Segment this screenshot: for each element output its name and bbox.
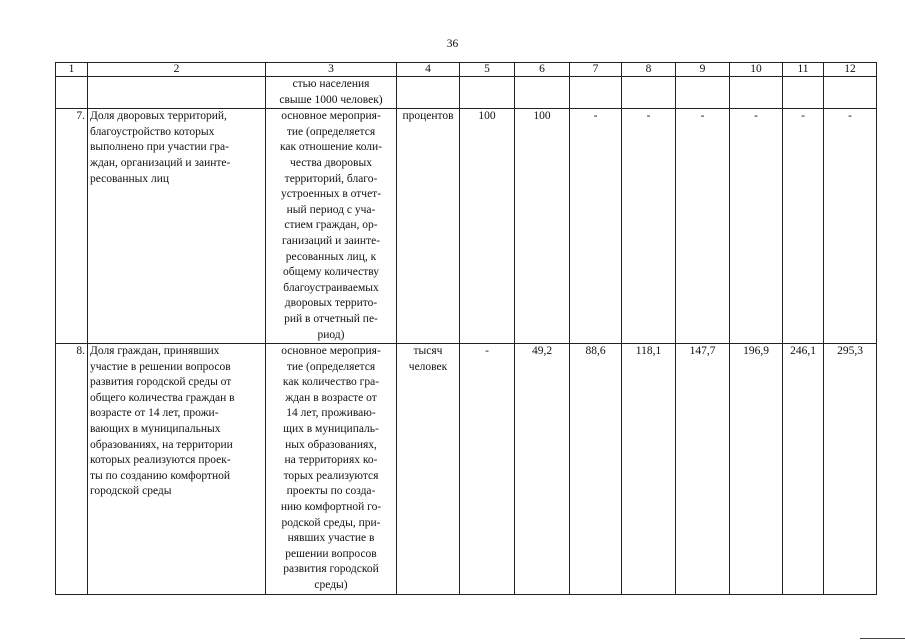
- text-line: 14 лет, проживаю-: [286, 407, 376, 420]
- header-cell: 6: [515, 63, 570, 77]
- header-cell: 7: [570, 63, 622, 77]
- text-line: ных образованиях,: [285, 438, 377, 451]
- value-cell: 295,3: [824, 344, 877, 595]
- row-number: 8.: [56, 344, 88, 595]
- text-line: на территориях ко-: [284, 454, 378, 467]
- indicators-table: [55, 62, 877, 595]
- value-cell: -: [730, 109, 783, 344]
- text-line: чества дворовых: [290, 156, 372, 169]
- text-line: городской среды: [90, 485, 172, 498]
- text-line: тие (определяется: [286, 360, 376, 373]
- header-cell: 12: [824, 63, 877, 77]
- header-row: [56, 63, 877, 77]
- value-cell: 118,1: [622, 344, 676, 595]
- value-cell: -: [676, 109, 730, 344]
- text-line: территорий, благо-: [284, 172, 378, 185]
- text-line: общего количества граждан в: [90, 391, 235, 404]
- unit-cell: [397, 109, 460, 344]
- row-number: 7.: [56, 109, 88, 344]
- text-line: решении вопросов: [285, 547, 377, 560]
- text-line: ный период с уча-: [286, 203, 376, 216]
- text-line: свыше 1000 человек): [279, 93, 383, 106]
- value-cell: 246,1: [783, 344, 824, 595]
- value-cell: 49,2: [515, 344, 570, 595]
- text-line: образованиях, на территории: [90, 438, 233, 451]
- text-line: родской среды, при-: [281, 516, 381, 529]
- value-cell: 88,6: [570, 344, 622, 595]
- text-line: дворовых террито-: [284, 297, 378, 310]
- text-line: развития городской: [283, 563, 379, 576]
- corner-rule: [860, 638, 905, 639]
- text-line: ждан в возрасте от: [285, 391, 377, 404]
- value-cell: -: [824, 109, 877, 344]
- method-cell: [266, 109, 397, 344]
- continuation-method-cell: [266, 77, 397, 109]
- header-cell: 3: [266, 63, 397, 77]
- page-number: 36: [446, 38, 459, 50]
- value-cell: 100: [460, 109, 515, 344]
- text-line: рий в отчетный пе-: [284, 312, 378, 325]
- continuation-row: [56, 77, 877, 109]
- text-line: нявших участие в: [287, 532, 375, 545]
- text-line: стью населения: [292, 78, 370, 90]
- text-line: благоустраиваемых: [283, 281, 379, 294]
- table-row-8: [56, 344, 877, 595]
- method-cell: [266, 344, 397, 595]
- value-cell: 100: [515, 109, 570, 344]
- header-cell: 11: [783, 63, 824, 77]
- header-cell: 2: [88, 63, 266, 77]
- text-line: участие в решении вопросов: [90, 360, 231, 373]
- text-line: процентов: [402, 110, 454, 123]
- text-line: благоустройство которых: [90, 125, 215, 138]
- text-line: выполнено при участии гра-: [90, 141, 229, 154]
- value-cell: 196,9: [730, 344, 783, 595]
- value-cell: -: [622, 109, 676, 344]
- header-cell: 4: [397, 63, 460, 77]
- text-line: ресованных лиц: [90, 172, 170, 185]
- text-line: ты по созданию комфортной: [90, 469, 231, 482]
- text-line: которых реализуются проек-: [90, 454, 231, 467]
- header-cell: 9: [676, 63, 730, 77]
- value-cell: -: [783, 109, 824, 344]
- text-line: нию комфортной го-: [280, 501, 382, 514]
- indicator-name-cell: [88, 109, 266, 344]
- text-line: устроенных в отчет-: [280, 188, 382, 201]
- text-line: ресованных лиц, к: [285, 250, 377, 263]
- header-cell: 5: [460, 63, 515, 77]
- text-line: вающих в муниципальных: [90, 423, 221, 436]
- table-row-7: [56, 109, 877, 344]
- text-line: возрасте от 14 лет, прожи-: [90, 407, 219, 420]
- text-line: как количество гра-: [282, 376, 380, 389]
- text-line: тысяч: [413, 345, 443, 358]
- text-line: торых реализуются: [283, 469, 379, 482]
- text-line: основное мероприя-: [281, 345, 381, 358]
- text-line: Доля граждан, принявших: [90, 345, 220, 358]
- table-body: [56, 63, 877, 595]
- unit-cell: [397, 344, 460, 595]
- text-line: человек: [408, 360, 448, 373]
- text-line: ганизаций и заинте-: [281, 234, 381, 247]
- text-line: как отношение коли-: [279, 141, 383, 154]
- header-cell: 10: [730, 63, 783, 77]
- text-line: Доля дворовых территорий,: [90, 110, 227, 123]
- text-line: тие (определяется: [286, 125, 376, 138]
- text-line: основное мероприя-: [281, 110, 381, 123]
- text-line: развития городской среды от: [90, 376, 232, 389]
- text-line: стием граждан, ор-: [284, 219, 378, 232]
- text-line: риод): [317, 328, 345, 341]
- text-line: ждан, организаций и заинте-: [90, 156, 231, 169]
- text-line: проекты по созда-: [286, 485, 376, 498]
- text-line: щих в муниципаль-: [283, 423, 379, 436]
- text-line: среды): [314, 579, 348, 591]
- value-cell: -: [570, 109, 622, 344]
- value-cell: -: [460, 344, 515, 595]
- value-cell: 147,7: [676, 344, 730, 595]
- header-cell: 8: [622, 63, 676, 77]
- text-line: общему количеству: [282, 266, 380, 279]
- header-cell: 1: [56, 63, 88, 77]
- indicator-name-cell: [88, 344, 266, 595]
